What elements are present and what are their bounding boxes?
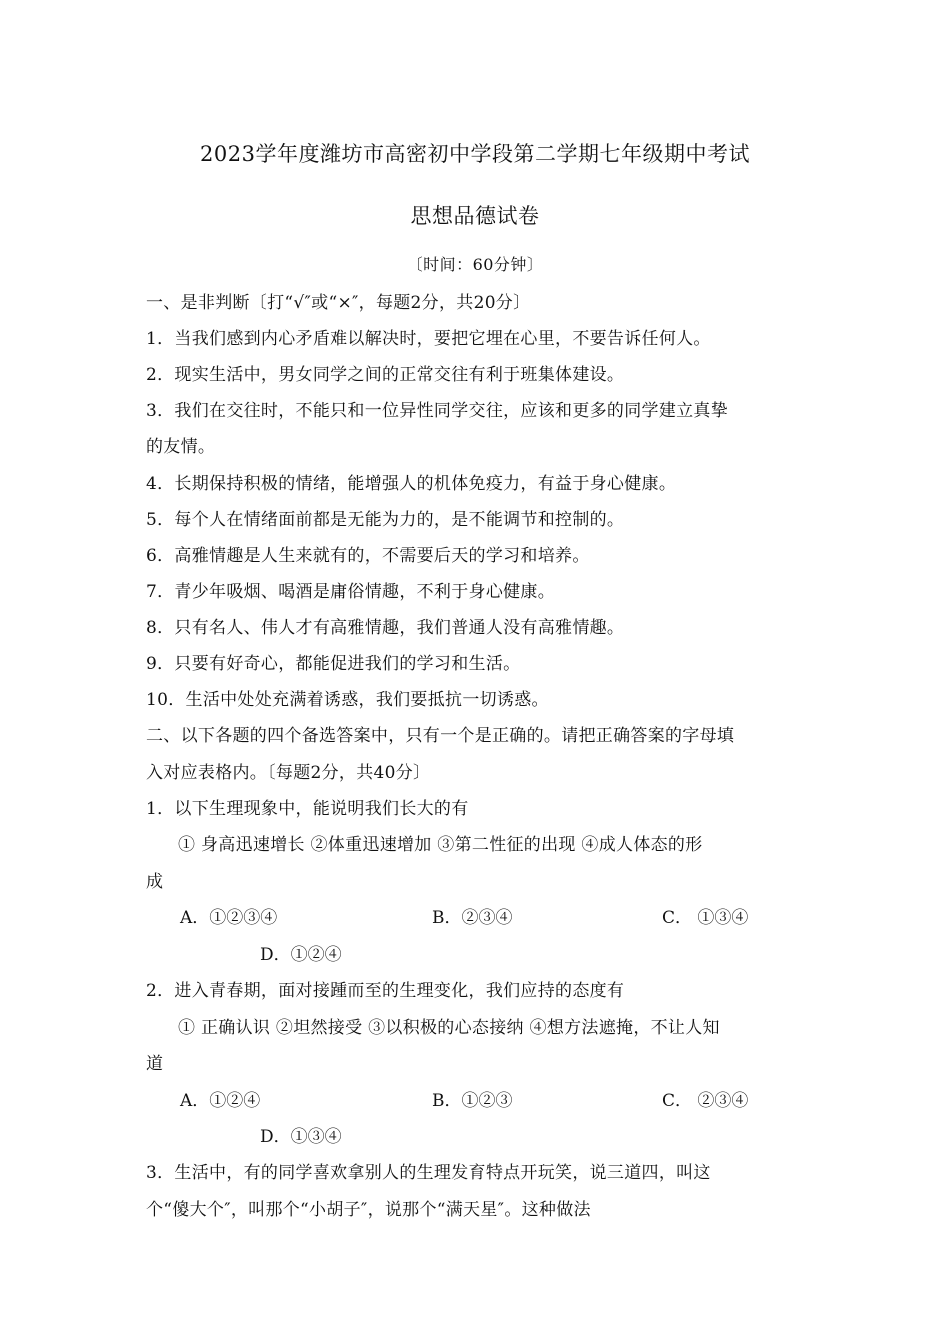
question-2-stem: 2．进入青春期，面对接踵而至的生理变化，我们应持的态度有: [146, 981, 625, 1001]
section1-item: 4．长期保持积极的情绪，能增强人的机体免疫力，有益于身心健康。: [146, 474, 677, 494]
question-2-option-a: A．①②④: [180, 1091, 261, 1111]
section1-item: 10．生活中处处充满着诱惑，我们要抵抗一切诱惑。: [146, 690, 549, 710]
section2-heading-continued: 入对应表格内。〔每题2分，共40分〕: [146, 763, 431, 783]
page-subtitle: 思想品德试卷: [410, 204, 540, 228]
question-1-option-c: C． ①③④: [662, 908, 749, 928]
question-2-choices: ① 正确认识 ②坦然接受 ③以积极的心态接纳 ④想方法遮掩，不让人知: [178, 1018, 720, 1038]
page-title: 2023学年度潍坊市高密初中学段第二学期七年级期中考试: [200, 142, 750, 166]
question-1-stem: 1．以下生理现象中，能说明我们长大的有: [146, 799, 469, 819]
section1-item: 6．高雅情趣是人生来就有的，不需要后天的学习和培养。: [146, 546, 590, 566]
question-2-option-b: B．①②③: [432, 1091, 513, 1111]
exam-time: 〔时间：60分钟〕: [406, 255, 544, 274]
question-2-choices-continued: 道: [146, 1054, 164, 1074]
question-1-option-d: D．①②④: [260, 945, 342, 965]
question-1-option-b: B．②③④: [432, 908, 513, 928]
question-2-option-c: C． ②③④: [662, 1091, 749, 1111]
question-2-option-d: D．①③④: [260, 1127, 342, 1147]
section1-item: 3．我们在交往时，不能只和一位异性同学交往，应该和更多的同学建立真挚: [146, 401, 729, 421]
section1-item: 8．只有名人、伟人才有高雅情趣，我们普通人没有高雅情趣。: [146, 618, 625, 638]
section1-item: 1．当我们感到内心矛盾难以解决时，要把它埋在心里，不要告诉任何人。: [146, 329, 711, 349]
section2-heading: 二、以下各题的四个备选答案中，只有一个是正确的。请把正确答案的字母填: [146, 726, 735, 746]
section1-item: 5．每个人在情绪面前都是无能为力的，是不能调节和控制的。: [146, 510, 625, 530]
question-3-stem-continued: 个“傻大个″，叫那个“小胡子″，说那个“满天星″。这种做法: [146, 1200, 591, 1220]
section1-heading: 一、是非判断〔打“√″或“×″，每题2分，共20分〕: [146, 293, 531, 313]
section1-item: 7．青少年吸烟、喝酒是庸俗情趣，不利于身心健康。: [146, 582, 556, 602]
question-1-choices-continued: 成: [146, 872, 164, 892]
section1-item-continued: 的友情。: [146, 437, 216, 457]
section1-item: 9．只要有好奇心，都能促进我们的学习和生活。: [146, 654, 521, 674]
question-1-option-a: A．①②③④: [180, 908, 278, 928]
question-1-choices: ① 身高迅速增长 ②体重迅速增加 ③第二性征的出现 ④成人体态的形: [178, 835, 703, 855]
section1-item: 2．现实生活中，男女同学之间的正常交往有利于班集体建设。: [146, 365, 625, 385]
question-3-stem: 3．生活中，有的同学喜欢拿别人的生理发育特点开玩笑，说三道四，叫这: [146, 1163, 711, 1183]
